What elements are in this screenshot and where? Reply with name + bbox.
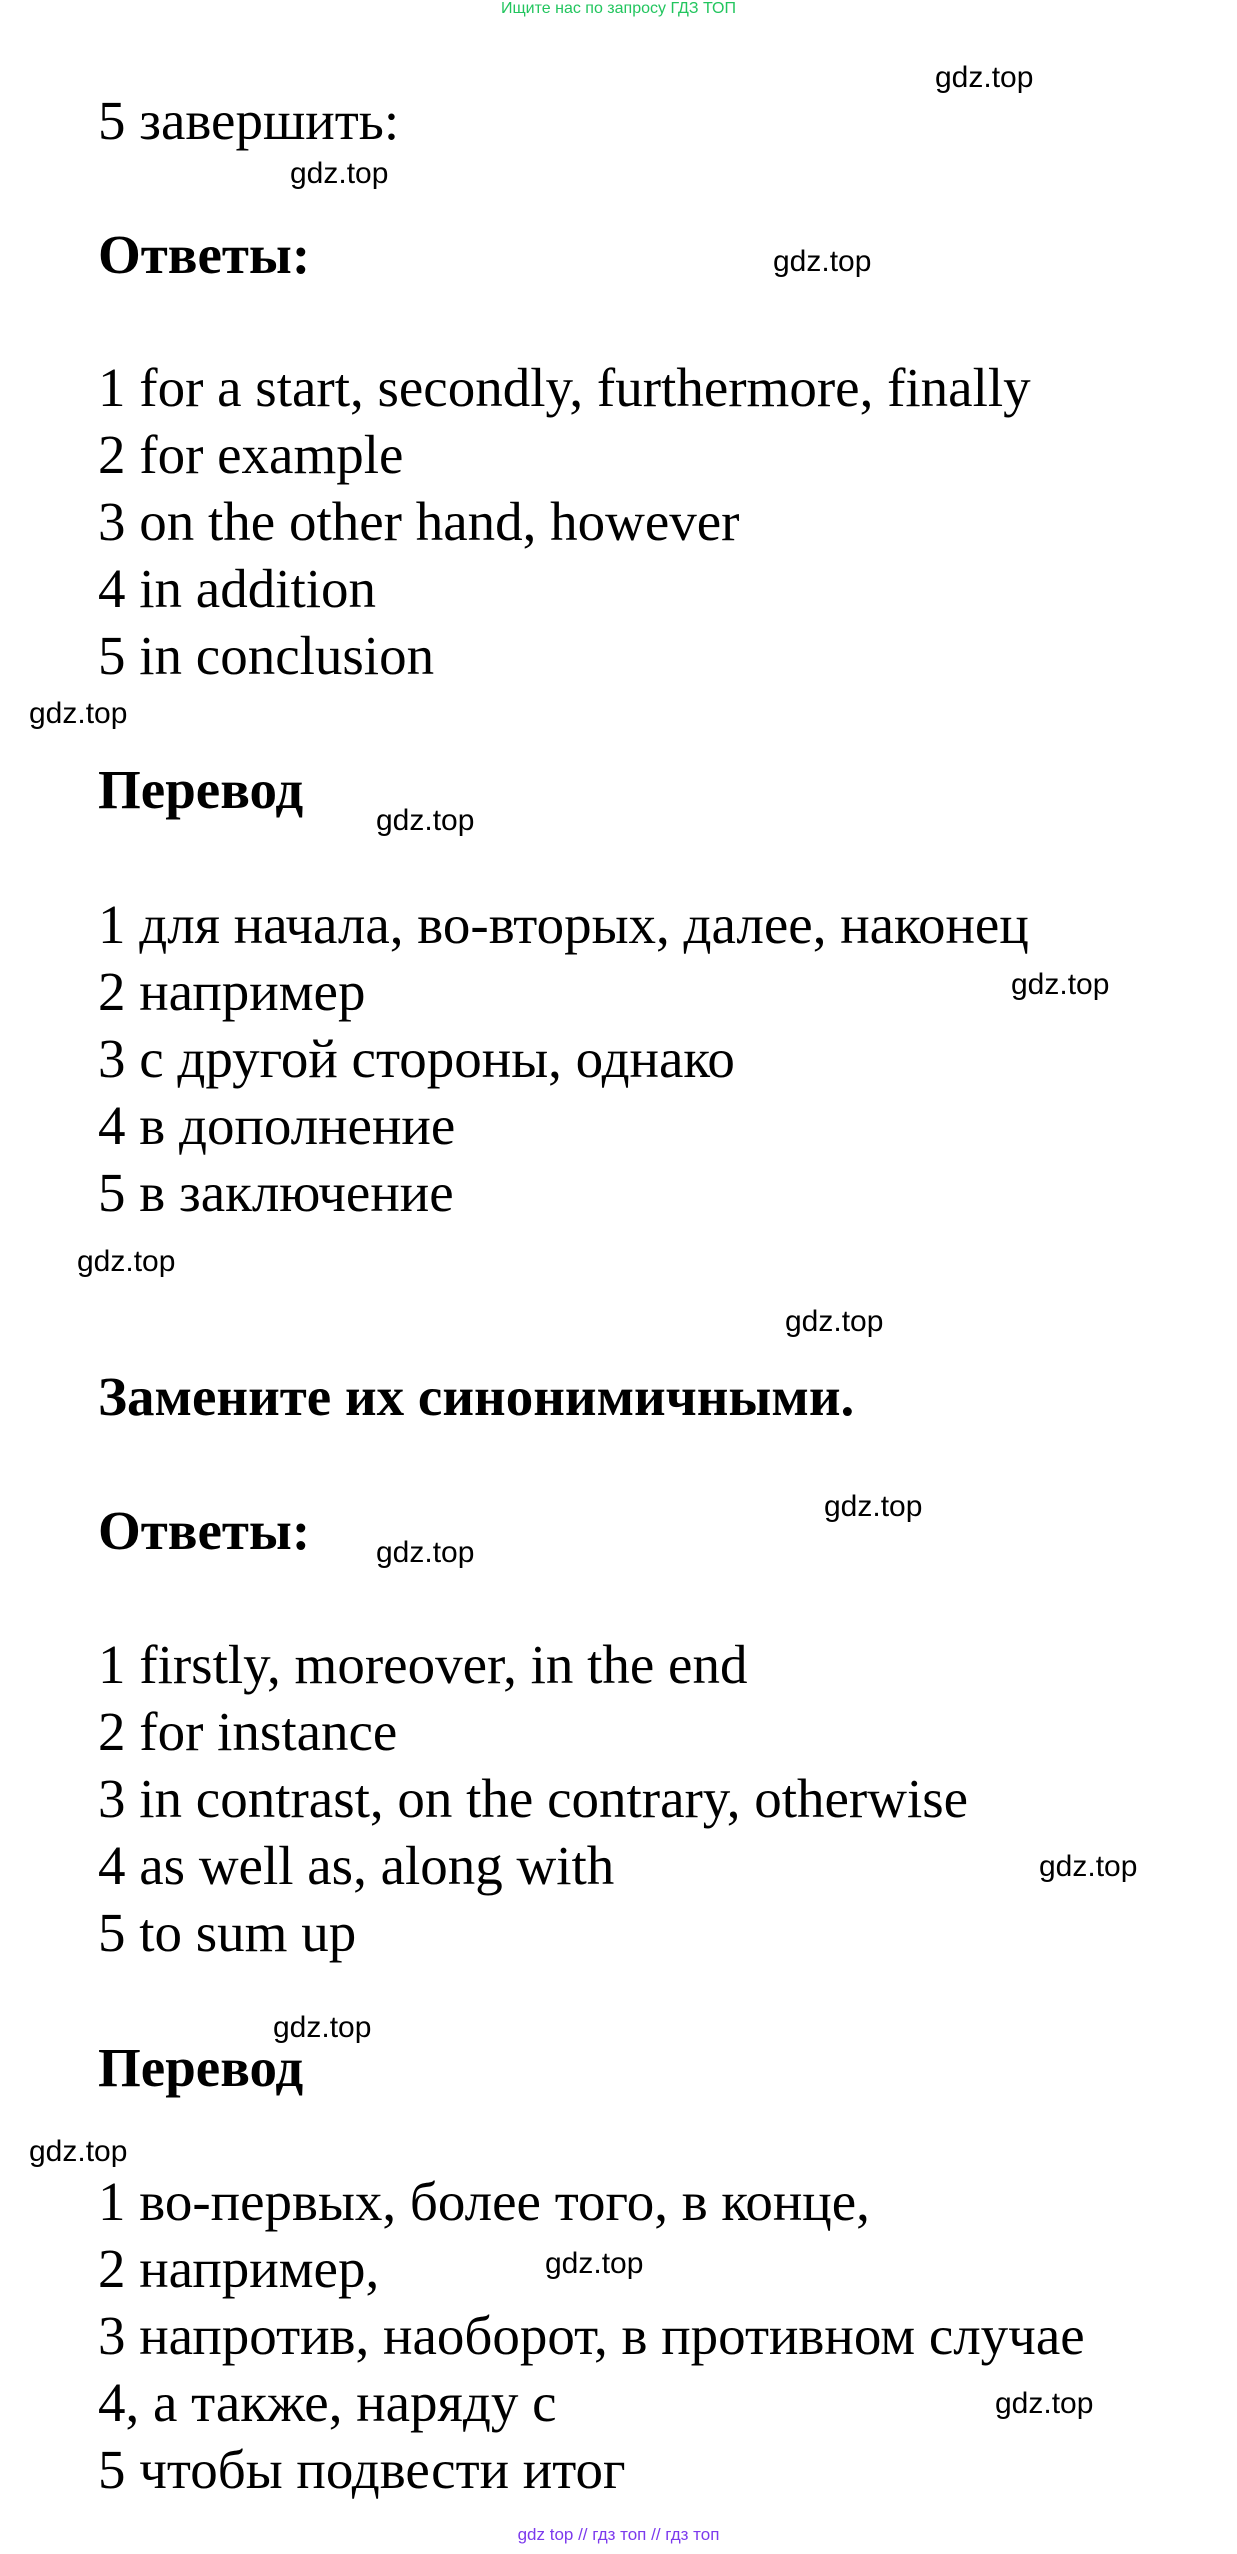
- translation-line: 3 с другой стороны, однако: [98, 1028, 735, 1089]
- translation-line: 5 чтобы подвести итог: [98, 2439, 626, 2500]
- watermark: gdz.top: [29, 2135, 128, 2168]
- translation-line: 2 например,: [98, 2238, 380, 2299]
- watermark: gdz.top: [773, 245, 872, 278]
- answer-line: 3 in contrast, on the contrary, otherwise: [98, 1768, 969, 1829]
- translation-line: 4, а также, наряду с: [98, 2372, 557, 2433]
- watermark: gdz.top: [29, 697, 128, 730]
- answer-line: 2 for instance: [98, 1701, 398, 1762]
- answer-line: 5 in conclusion: [98, 625, 435, 686]
- translation-heading-2: Перевод: [98, 2037, 304, 2098]
- watermark: gdz.top: [376, 1536, 475, 1569]
- task-item-5: 5 завершить:: [98, 90, 400, 151]
- watermark: gdz.top: [1039, 1850, 1138, 1883]
- footer-links[interactable]: gdz top // гдз топ // гдз топ: [517, 2525, 720, 2544]
- translation-line: 2 например: [98, 961, 366, 1022]
- watermark: gdz.top: [785, 1305, 884, 1338]
- watermark: gdz.top: [273, 2011, 372, 2044]
- answer-line: 2 for example: [98, 424, 404, 485]
- watermark: gdz.top: [935, 61, 1034, 94]
- top-banner[interactable]: Ищите нас по запросу ГДЗ ТОП: [501, 0, 736, 17]
- translation-line: 1 для начала, во-вторых, далее, наконец: [98, 894, 1029, 955]
- watermark: gdz.top: [290, 157, 389, 190]
- answers-heading-1: Ответы:: [98, 224, 311, 285]
- translation-line: 5 в заключение: [98, 1162, 454, 1223]
- watermark: gdz.top: [1011, 968, 1110, 1001]
- task-heading-2: Замените их синонимичными.: [98, 1366, 855, 1427]
- watermark: gdz.top: [545, 2247, 644, 2280]
- translation-line: 3 напротив, наоборот, в противном случае: [98, 2305, 1085, 2366]
- watermark: gdz.top: [376, 804, 475, 837]
- answer-line: 4 as well as, along with: [98, 1835, 615, 1896]
- answer-line: 1 firstly, moreover, in the end: [98, 1634, 748, 1695]
- translation-line: 1 во-первых, более того, в конце,: [98, 2171, 870, 2232]
- watermark: gdz.top: [995, 2387, 1094, 2420]
- answer-line: 3 on the other hand, however: [98, 491, 740, 552]
- answer-line: 5 to sum up: [98, 1902, 357, 1963]
- answers-heading-2: Ответы:: [98, 1500, 311, 1561]
- translation-line: 4 в дополнение: [98, 1095, 456, 1156]
- watermark: gdz.top: [824, 1490, 923, 1523]
- answer-line: 1 for a start, secondly, furthermore, finally: [98, 357, 1031, 418]
- watermark: gdz.top: [77, 1245, 176, 1278]
- answer-line: 4 in addition: [98, 558, 377, 619]
- translation-heading-1: Перевод: [98, 759, 304, 820]
